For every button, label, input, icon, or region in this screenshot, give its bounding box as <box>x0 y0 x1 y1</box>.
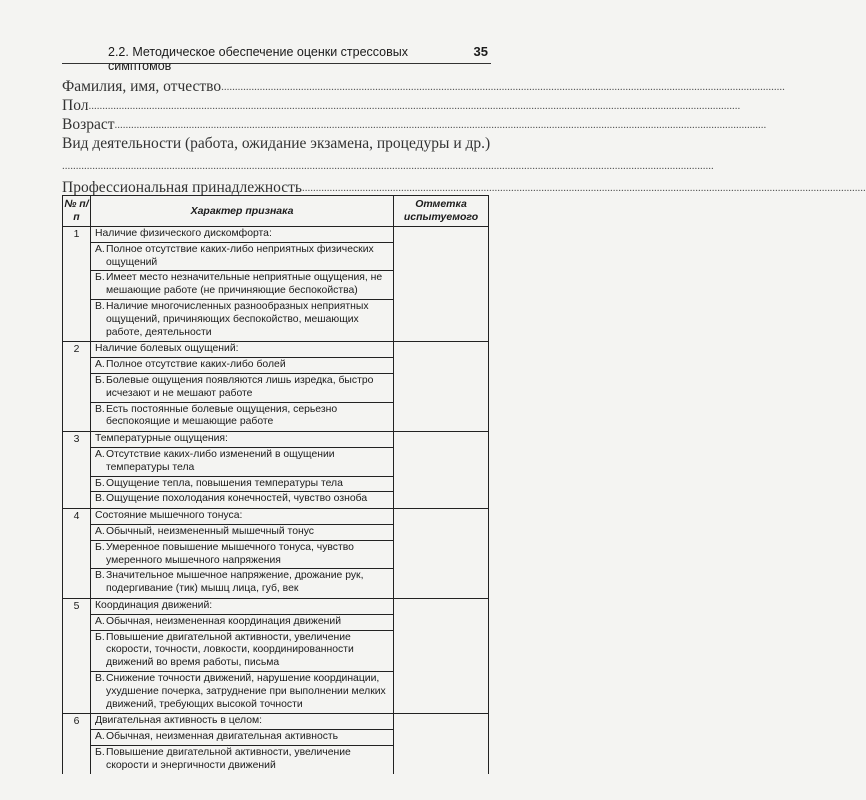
row-number: 6 <box>63 714 91 775</box>
fill-in-line[interactable]: ............................................................................................................................................................................................................................................. <box>88 100 741 112</box>
option-key: А. <box>95 525 105 537</box>
form-label: Фамилия, имя, отчество <box>62 78 222 95</box>
sign-title: Наличие физического дискомфорта: <box>95 228 272 239</box>
option-text: Обычная, неизменная двигательная активность <box>106 731 339 743</box>
answer-option <box>91 476 393 492</box>
option-text: Повышение двигательной активности, увеличение скорости, точности, ловкости, координированности движений во время работы, письма <box>106 631 354 669</box>
row-number: 3 <box>63 432 91 509</box>
answer-option <box>91 270 393 299</box>
option-text: Есть постоянные болевые ощущения, серьезно беспокоящие и мешающие работе <box>106 403 338 428</box>
option-text: Ощущение похолодания конечностей, чувство озноба <box>106 493 368 505</box>
column-header-number: № п/п <box>63 196 91 227</box>
option-key: А. <box>95 448 105 460</box>
option-text: Полное отсутствие каких-либо неприятных физических ощущений <box>106 243 374 268</box>
option-text: Имеет место незначительные неприятные ощущения, не мешающие работе (не причиняющие беспокойства) <box>106 272 383 297</box>
option-key: Б. <box>95 746 105 758</box>
answer-option <box>91 373 393 402</box>
option-key: Б. <box>95 541 105 553</box>
answer-option <box>91 402 393 431</box>
table-row <box>63 714 489 775</box>
subject-mark-cell[interactable] <box>394 509 489 599</box>
personal-info-form <box>62 78 866 198</box>
option-text: Снижение точности движений, нарушение координации, ухудшение почерка, затруднение при выполнении мелких движений, требующих высокой точности <box>106 672 386 710</box>
subject-mark-cell[interactable] <box>394 714 489 775</box>
option-text: Полное отсутствие каких-либо болей <box>106 359 286 371</box>
row-number: 5 <box>63 598 91 713</box>
running-header-title: 2.2. Методическое обеспечение оценки стрессовых симптомов <box>108 45 408 73</box>
form-field-sex <box>62 97 741 116</box>
table-row <box>63 432 489 509</box>
form-label: Профессиональная принадлежность <box>62 179 302 196</box>
form-field-name <box>62 78 785 97</box>
sign-title: Состояние мышечного тонуса: <box>95 510 243 522</box>
option-text: Наличие многочисленных разнообразных неприятных ощущений, причиняющих беспокойство, мешающих работе, деятельности <box>106 300 369 338</box>
option-key: В. <box>95 493 105 505</box>
sign-title: Температурные ощущения: <box>95 433 228 445</box>
option-text: Болевые ощущения появляются лишь изредка, быстро исчезают и не мешают работе <box>106 374 374 399</box>
row-number: 4 <box>63 509 91 599</box>
option-key: В. <box>95 403 105 415</box>
table-row <box>63 598 489 713</box>
option-key: В. <box>95 672 105 684</box>
page-number: 35 <box>473 44 488 59</box>
option-text: Значительное мышечное напряжение, дрожание рук, подергивание (тик) мышц лица, губ, век <box>106 570 364 595</box>
answer-option <box>91 242 393 271</box>
answer-option <box>91 524 393 540</box>
form-field-age <box>62 116 767 135</box>
fill-in-line[interactable]: ............................................................................................................................................................................................................................................. <box>114 119 767 131</box>
column-header-mark: Отметка испытуемого <box>394 196 489 227</box>
sign-title: Двигательная активность в целом: <box>95 715 263 727</box>
answer-option <box>91 447 393 476</box>
subject-mark-cell[interactable] <box>394 598 489 713</box>
sign-title: Наличие болевых ощущений: <box>95 343 239 355</box>
table-row <box>63 509 489 599</box>
form-label: Вид деятельности (работа, ожидание экзамена, процедуры и др.) <box>62 135 491 152</box>
answer-option <box>91 491 393 507</box>
running-header <box>108 44 488 73</box>
row-number: 2 <box>63 342 91 432</box>
symptom-table <box>62 195 489 774</box>
option-key: В. <box>95 300 105 312</box>
sign-title: Координация движений: <box>95 599 213 611</box>
answer-option <box>91 729 393 745</box>
answer-option <box>91 568 393 597</box>
option-text: Повышение двигательной активности, увеличение скорости и энергичности движений <box>106 746 351 771</box>
option-key: А. <box>95 359 105 371</box>
option-key: Б. <box>95 272 105 284</box>
table-row <box>63 227 489 342</box>
option-text: Отсутствие каких-либо изменений в ощущении температуры тела <box>106 448 335 473</box>
sign-description <box>91 432 394 509</box>
fill-in-line[interactable]: ............................................................................................................................................................................................................. <box>301 182 866 194</box>
fill-in-line[interactable]: ............................................................................................................................................................................................................................................. <box>62 160 714 172</box>
form-label: Возраст <box>62 116 115 133</box>
header-rule <box>62 63 491 64</box>
subject-mark-cell[interactable] <box>394 227 489 342</box>
sign-description <box>91 598 394 713</box>
answer-option <box>91 299 393 340</box>
row-number: 1 <box>63 227 91 342</box>
form-field-activity <box>62 135 491 154</box>
form-label: Пол <box>62 97 89 114</box>
answer-option <box>91 630 393 671</box>
subject-mark-cell[interactable] <box>394 432 489 509</box>
option-text: Ощущение тепла, повышения температуры тела <box>106 477 343 489</box>
option-text: Умеренное повышение мышечного тонуса, чувство умеренного мышечного напряжения <box>106 541 354 566</box>
option-key: Б. <box>95 374 105 386</box>
subject-mark-cell[interactable] <box>394 342 489 432</box>
option-key: Б. <box>95 631 105 643</box>
sign-description <box>91 509 394 599</box>
answer-option <box>91 540 393 569</box>
option-key: В. <box>95 570 105 582</box>
option-key: А. <box>95 615 105 627</box>
answer-option <box>91 357 393 373</box>
option-key: А. <box>95 731 105 743</box>
answer-option <box>91 614 393 630</box>
column-header-sign: Характер признака <box>91 196 394 227</box>
option-key: Б. <box>95 477 105 489</box>
sign-description <box>91 342 394 432</box>
option-key: А. <box>95 243 105 255</box>
option-text: Обычная, неизмененная координация движений <box>106 615 342 627</box>
form-field-activity-continued <box>62 157 714 176</box>
answer-option <box>91 671 393 712</box>
sign-description <box>91 714 394 775</box>
table-header-row <box>63 196 489 227</box>
fill-in-line[interactable]: ............................................................................................................................................................................................................. <box>221 81 785 93</box>
answer-option <box>91 745 393 774</box>
sign-description <box>91 227 394 342</box>
table-row <box>63 342 489 432</box>
option-text: Обычный, неизмененный мышечный тонус <box>106 525 314 537</box>
